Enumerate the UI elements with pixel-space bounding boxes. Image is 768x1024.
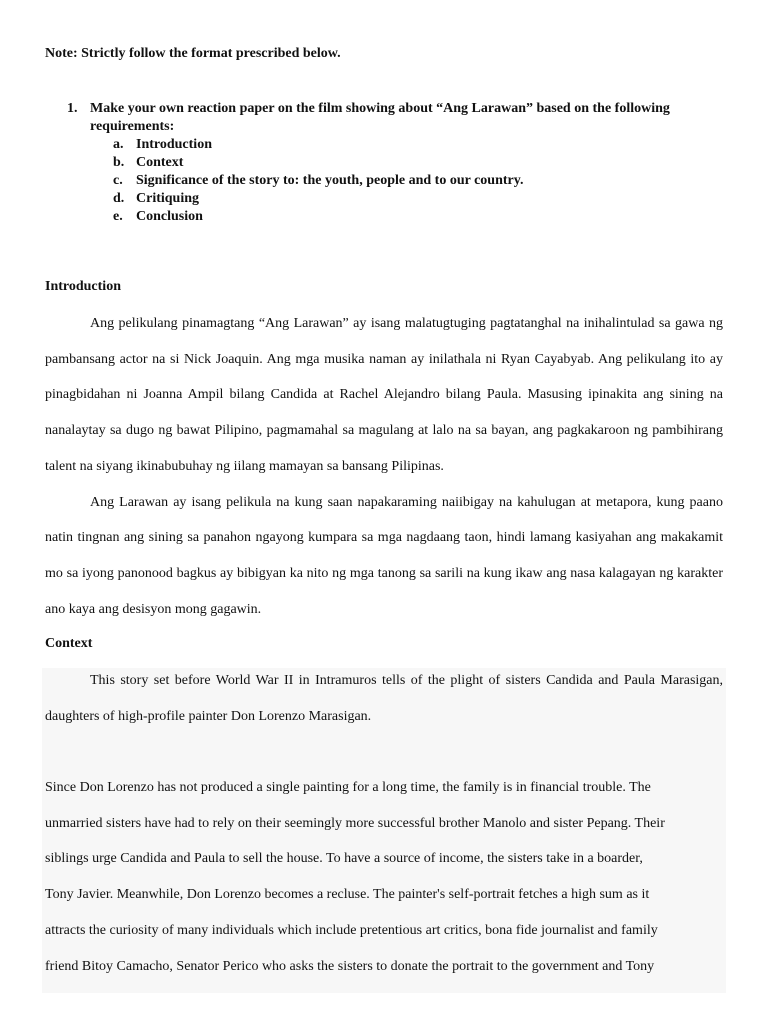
requirements-list bbox=[67, 100, 727, 226]
subitem-conclusion bbox=[113, 208, 727, 226]
context-paragraph-1 bbox=[45, 663, 723, 734]
subitem-label: Context bbox=[136, 155, 184, 170]
introduction-paragraph: Ang pelikulang pinamagtang “Ang Larawan” ay isang malatugtuging pagtatanghal na inihalintulad sa gawa ng pambansang actor na si Nick Joaquin. Ang mga musika naman ay inilathala ni Ryan Cayabyab. Ang pelikulang ito ay pinagbidahan ni Joanna Ampil bilang Candida at Rachel Alejandro bilang Paula. Masusing ipinakita ang sining na nanalaytay sa dugo ng bawat Pilipino, pagmamahal sa magulang at lalo na sa bayan, ang pagkakaroon ng pambihirang talent na siyang ikinabubuhay ng iilang mamayan sa bansang Pilipinas. bbox=[45, 316, 723, 474]
introduction-paragraph: Ang Larawan ay isang pelikula na kung saan napakaraming naiibigay na kahulugan at metapora, kung paano natin tingnan ang sining sa panahon ngayong kumpara sa mga nagdaang taon, hindi lamang kasiyahan ang makakamit mo sa iyong panonood bagkus ay bibigyan ka nito ng mga tanong sa sarili na kung ikaw ang nasa kalagayan ng karakter ano kaya ang desisyon mong gagawin. bbox=[45, 494, 723, 617]
context-line: unmarried sisters have had to rely on their seemingly more successful brother Manolo and sister Pepang. Their bbox=[45, 815, 665, 831]
format-note: Note: Strictly follow the format prescribed below. bbox=[45, 46, 341, 61]
subitem-label: Conclusion bbox=[136, 209, 203, 224]
item-number: 1. bbox=[67, 101, 78, 116]
introduction-body bbox=[45, 306, 723, 627]
context-heading: Context bbox=[45, 636, 93, 651]
context-line: attracts the curiosity of many individuals which include pretentious art critics, bona fide journalist and family bbox=[45, 922, 658, 938]
subitem-letter: b. bbox=[113, 155, 125, 170]
requirement-text: Make your own reaction paper on the film showing about “Ang Larawan” based on the following requirements: bbox=[90, 101, 670, 134]
requirement-subitems bbox=[113, 136, 727, 226]
subitem-letter: c. bbox=[113, 173, 123, 188]
subitem-letter: d. bbox=[113, 191, 125, 206]
subitem-introduction bbox=[113, 136, 727, 154]
subitem-label: Critiquing bbox=[136, 191, 200, 206]
subitem-label: Significance of the story to: the youth, people and to our country. bbox=[136, 173, 524, 188]
context-line: Since Don Lorenzo has not produced a single painting for a long time, the family is in financial trouble. The bbox=[45, 780, 651, 795]
context-line: friend Bitoy Camacho, Senator Perico who asks the sisters to donate the portrait to the government and Tony bbox=[45, 958, 655, 974]
context-line: siblings urge Candida and Paula to sell the house. To have a source of income, the sisters take in a boarder, bbox=[45, 851, 643, 867]
subitem-critiquing bbox=[113, 190, 727, 208]
subitem-context bbox=[113, 154, 727, 172]
context-paragraph-2 bbox=[45, 770, 725, 984]
context-line: Tony Javier. Meanwhile, Don Lorenzo becomes a recluse. The painter's self-portrait fetches a high sum as it bbox=[45, 887, 650, 903]
subitem-label: Introduction bbox=[136, 137, 212, 152]
context-paragraph: This story set before World War II in Intramuros tells of the plight of sisters Candida and Paula Marasigan, daughters of high-profile painter Don Lorenzo Marasigan. bbox=[45, 673, 723, 724]
subitem-letter: e. bbox=[113, 209, 123, 224]
subitem-significance bbox=[113, 172, 727, 190]
introduction-heading: Introduction bbox=[45, 279, 121, 294]
subitem-letter: a. bbox=[113, 137, 124, 152]
